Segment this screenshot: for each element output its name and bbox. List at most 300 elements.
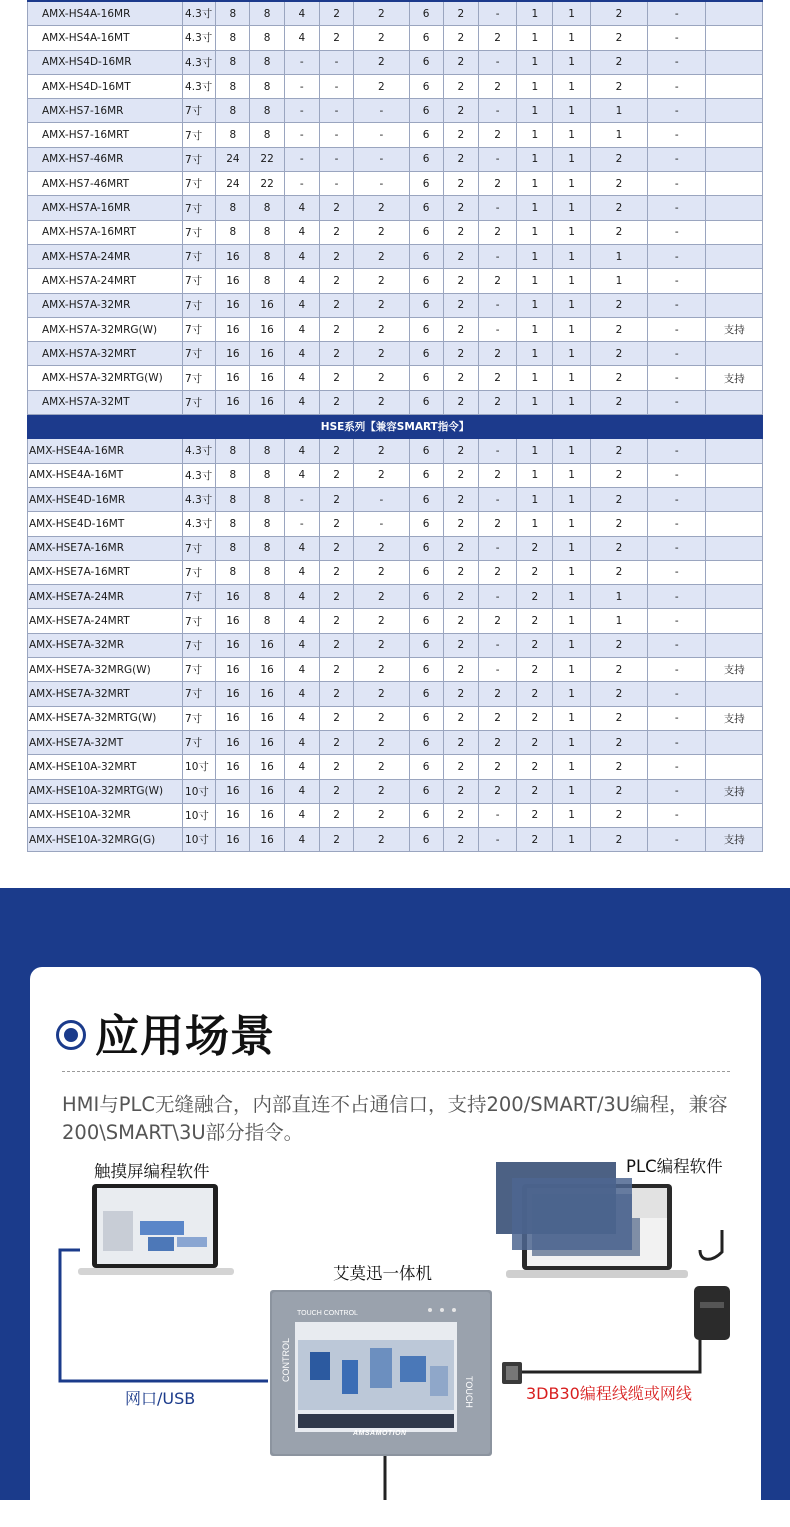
spec-cell: 2 xyxy=(354,74,409,98)
spec-cell: 7寸 xyxy=(183,123,216,147)
plc-cable-line xyxy=(520,1338,700,1372)
hmi-laptop-icon xyxy=(78,1183,234,1278)
spec-cell: 10寸 xyxy=(183,779,216,803)
spec-cell: 6 xyxy=(409,803,443,827)
spec-cell: 2 xyxy=(517,755,553,779)
model-cell: AMX-HS7-16MRT xyxy=(28,123,183,147)
spec-cell: 支持 xyxy=(706,828,763,852)
spec-cell: 16 xyxy=(250,293,284,317)
spec-cell: - xyxy=(648,585,706,609)
spec-cell: 2 xyxy=(517,706,553,730)
spec-cell: 2 xyxy=(590,706,647,730)
spec-cell: 16 xyxy=(216,803,250,827)
spec-cell: 6 xyxy=(409,1,443,26)
spec-cell: 2 xyxy=(478,123,516,147)
spec-cell: 8 xyxy=(216,50,250,74)
spec-cell: 1 xyxy=(553,512,590,536)
spec-cell: 4 xyxy=(284,390,319,414)
spec-cell: 6 xyxy=(409,439,443,463)
spec-cell: 2 xyxy=(443,658,478,682)
spec-cell: 2 xyxy=(319,220,353,244)
spec-cell: 2 xyxy=(517,560,553,584)
spec-cell: 2 xyxy=(443,439,478,463)
spec-cell: 1 xyxy=(553,172,590,196)
plc-cable-top xyxy=(700,1230,722,1259)
spec-cell: 6 xyxy=(409,682,443,706)
spec-cell: 7寸 xyxy=(183,609,216,633)
spec-cell: 2 xyxy=(590,50,647,74)
spec-cell: 2 xyxy=(590,74,647,98)
spec-cell: 2 xyxy=(354,244,409,268)
spec-cell: - xyxy=(648,682,706,706)
spec-cell: 2 xyxy=(443,609,478,633)
spec-cell: - xyxy=(648,26,706,50)
spec-cell: 7寸 xyxy=(183,390,216,414)
model-cell: AMX-HSE7A-32MT xyxy=(28,730,183,754)
spec-cell: - xyxy=(648,293,706,317)
spec-cell: - xyxy=(284,172,319,196)
spec-cell: 2 xyxy=(517,536,553,560)
spec-cell: 4 xyxy=(284,439,319,463)
spec-cell: 2 xyxy=(319,196,353,220)
spec-cell: 4.3寸 xyxy=(183,487,216,511)
spec-cell: 2 xyxy=(517,779,553,803)
spec-cell: 6 xyxy=(409,633,443,657)
spec-cell: - xyxy=(354,487,409,511)
spec-cell: 16 xyxy=(250,730,284,754)
hmi-software-label: 触摸屏编程软件 xyxy=(94,1162,210,1181)
spec-cell: 8 xyxy=(216,560,250,584)
spec-cell: 16 xyxy=(216,730,250,754)
hse-section-title: HSE系列【兼容SMART指令】 xyxy=(28,415,763,439)
db-connector-icon xyxy=(500,1360,524,1386)
spec-cell: 10寸 xyxy=(183,828,216,852)
spec-cell: 10寸 xyxy=(183,803,216,827)
cable-label: 3DB30编程线缆或网线 xyxy=(526,1384,692,1403)
spec-cell: 2 xyxy=(319,730,353,754)
spec-cell: 1 xyxy=(553,463,590,487)
spec-cell: 7寸 xyxy=(183,536,216,560)
spec-cell: 2 xyxy=(319,536,353,560)
spec-cell: 16 xyxy=(216,244,250,268)
spec-cell: 2 xyxy=(517,658,553,682)
spec-cell: 6 xyxy=(409,196,443,220)
spec-cell: 2 xyxy=(590,293,647,317)
spec-cell: 4 xyxy=(284,366,319,390)
spec-cell: 1 xyxy=(553,633,590,657)
spec-cell: 2 xyxy=(319,463,353,487)
spec-cell: - xyxy=(478,633,516,657)
spec-cell: - xyxy=(319,123,353,147)
spec-cell: 8 xyxy=(216,99,250,123)
spec-cell: 2 xyxy=(354,439,409,463)
spec-cell: 8 xyxy=(250,220,284,244)
spec-cell: - xyxy=(319,172,353,196)
spec-cell: 1 xyxy=(553,390,590,414)
model-cell: AMX-HS7-16MR xyxy=(28,99,183,123)
spec-cell: 7寸 xyxy=(183,244,216,268)
device-brand: AMSAMOTION xyxy=(353,1430,407,1437)
spec-cell: 1 xyxy=(553,439,590,463)
spec-cell: 8 xyxy=(250,560,284,584)
spec-cell: 16 xyxy=(216,658,250,682)
spec-cell: - xyxy=(648,609,706,633)
spec-cell: 16 xyxy=(250,390,284,414)
spec-cell: 4 xyxy=(284,633,319,657)
spec-cell: - xyxy=(648,658,706,682)
spec-cell: - xyxy=(478,658,516,682)
spec-cell: - xyxy=(284,74,319,98)
spec-cell: 1 xyxy=(517,244,553,268)
spec-cell: - xyxy=(648,244,706,268)
spec-cell: 2 xyxy=(443,463,478,487)
spec-cell: - xyxy=(648,560,706,584)
spec-cell: 1 xyxy=(517,366,553,390)
scene-title: 应用场景 xyxy=(95,1011,275,1062)
spec-cell: 2 xyxy=(354,196,409,220)
spec-cell: 2 xyxy=(590,172,647,196)
spec-cell: 6 xyxy=(409,536,443,560)
spec-cell: 2 xyxy=(478,172,516,196)
model-cell: AMX-HSE10A-32MRG(G) xyxy=(28,828,183,852)
spec-cell: - xyxy=(648,1,706,26)
spec-cell: 4 xyxy=(284,609,319,633)
model-cell: AMX-HSE7A-16MRT xyxy=(28,560,183,584)
spec-cell: 2 xyxy=(443,755,478,779)
spec-cell: 7寸 xyxy=(183,172,216,196)
spec-cell: 1 xyxy=(517,220,553,244)
spec-cell: 2 xyxy=(443,269,478,293)
spec-cell: 2 xyxy=(443,196,478,220)
model-cell: AMX-HSE7A-32MRTG(W) xyxy=(28,706,183,730)
spec-cell: 2 xyxy=(443,487,478,511)
spec-cell: 2 xyxy=(478,609,516,633)
spec-cell: 8 xyxy=(250,536,284,560)
spec-cell: - xyxy=(354,172,409,196)
spec-cell: 2 xyxy=(478,682,516,706)
spec-cell: 8 xyxy=(216,123,250,147)
spec-cell: 2 xyxy=(443,220,478,244)
model-cell: AMX-HSE4A-16MR xyxy=(28,439,183,463)
spec-cell: 1 xyxy=(517,196,553,220)
spec-cell: 2 xyxy=(319,390,353,414)
spec-cell: 6 xyxy=(409,123,443,147)
spec-cell: - xyxy=(478,585,516,609)
spec-cell: 16 xyxy=(216,828,250,852)
spec-cell: 1 xyxy=(517,463,553,487)
spec-cell: 16 xyxy=(250,803,284,827)
model-cell: AMX-HS4A-16MT xyxy=(28,26,183,50)
spec-cell: 1 xyxy=(517,342,553,366)
spec-cell: 8 xyxy=(250,26,284,50)
spec-cell: 4 xyxy=(284,706,319,730)
model-cell: AMX-HS7A-32MRG(W) xyxy=(28,317,183,341)
spec-cell: 1 xyxy=(553,317,590,341)
spec-cell: 8 xyxy=(250,196,284,220)
plc-adapter-icon xyxy=(690,1284,734,1344)
spec-cell: 4 xyxy=(284,536,319,560)
spec-cell: 16 xyxy=(216,755,250,779)
spec-cell: 6 xyxy=(409,220,443,244)
spec-cell: 8 xyxy=(250,512,284,536)
spec-cell: 2 xyxy=(354,803,409,827)
spec-cell: 2 xyxy=(590,779,647,803)
spec-cell: 2 xyxy=(590,560,647,584)
spec-cell: 8 xyxy=(216,512,250,536)
spec-cell: 2 xyxy=(590,803,647,827)
spec-cell: 2 xyxy=(443,706,478,730)
spec-cell: 8 xyxy=(216,196,250,220)
spec-cell: - xyxy=(478,50,516,74)
spec-cell: 2 xyxy=(319,560,353,584)
spec-cell: 2 xyxy=(478,390,516,414)
spec-cell: 8 xyxy=(216,487,250,511)
spec-cell: 2 xyxy=(478,779,516,803)
spec-cell: 1 xyxy=(517,512,553,536)
spec-cell: 2 xyxy=(443,342,478,366)
spec-cell: - xyxy=(648,706,706,730)
spec-cell: 4 xyxy=(284,317,319,341)
spec-cell: 2 xyxy=(354,779,409,803)
spec-cell: 4 xyxy=(284,803,319,827)
spec-cell: 16 xyxy=(216,706,250,730)
spec-cell: 2 xyxy=(319,317,353,341)
spec-cell: 8 xyxy=(216,74,250,98)
spec-cell: 6 xyxy=(409,487,443,511)
model-cell: AMX-HSE7A-24MR xyxy=(28,585,183,609)
spec-cell: - xyxy=(648,172,706,196)
spec-cell: 2 xyxy=(590,220,647,244)
spec-cell: 16 xyxy=(216,609,250,633)
spec-cell: 2 xyxy=(590,390,647,414)
spec-cell: 8 xyxy=(250,487,284,511)
spec-cell: 6 xyxy=(409,99,443,123)
spec-cell: 6 xyxy=(409,463,443,487)
spec-cell: 4.3寸 xyxy=(183,50,216,74)
spec-cell: 2 xyxy=(590,487,647,511)
spec-cell: 2 xyxy=(478,730,516,754)
spec-cell: 6 xyxy=(409,779,443,803)
spec-cell: 8 xyxy=(250,1,284,26)
spec-cell: 2 xyxy=(590,536,647,560)
spec-cell: 6 xyxy=(409,26,443,50)
spec-cell: 2 xyxy=(354,342,409,366)
spec-cell: 1 xyxy=(553,26,590,50)
spec-cell: - xyxy=(648,463,706,487)
spec-cell: 1 xyxy=(553,1,590,26)
spec-cell: 2 xyxy=(354,536,409,560)
spec-cell: 4.3寸 xyxy=(183,512,216,536)
spec-cell: 支持 xyxy=(706,366,763,390)
spec-cell: 6 xyxy=(409,828,443,852)
spec-cell: - xyxy=(648,390,706,414)
spec-cell: 7寸 xyxy=(183,658,216,682)
spec-cell: 8 xyxy=(250,269,284,293)
spec-cell: 2 xyxy=(478,342,516,366)
spec-cell: 4.3寸 xyxy=(183,1,216,26)
model-cell: AMX-HS7A-32MRT xyxy=(28,342,183,366)
spec-cell: - xyxy=(478,99,516,123)
spec-cell: - xyxy=(478,536,516,560)
spec-cell: 1 xyxy=(517,172,553,196)
spec-cell: - xyxy=(319,74,353,98)
spec-cell: 16 xyxy=(216,779,250,803)
spec-cell: 2 xyxy=(354,828,409,852)
spec-cell: 2 xyxy=(590,147,647,171)
spec-cell: 16 xyxy=(250,755,284,779)
spec-cell: 1 xyxy=(553,730,590,754)
model-cell: AMX-HS4D-16MR xyxy=(28,50,183,74)
model-cell: AMX-HSE10A-32MRTG(W) xyxy=(28,779,183,803)
spec-cell: 8 xyxy=(216,220,250,244)
spec-cell: 1 xyxy=(553,244,590,268)
spec-cell: 6 xyxy=(409,147,443,171)
spec-cell: 4 xyxy=(284,585,319,609)
spec-cell: 2 xyxy=(590,633,647,657)
spec-cell: - xyxy=(354,147,409,171)
spec-cell: 2 xyxy=(319,1,353,26)
spec-cell: 7寸 xyxy=(183,342,216,366)
spec-cell: 10寸 xyxy=(183,755,216,779)
spec-cell: 2 xyxy=(354,730,409,754)
spec-cell: 4 xyxy=(284,828,319,852)
spec-cell: 1 xyxy=(553,560,590,584)
spec-cell: 1 xyxy=(517,147,553,171)
spec-cell: 1 xyxy=(553,536,590,560)
spec-cell: 6 xyxy=(409,317,443,341)
spec-cell: 1 xyxy=(590,99,647,123)
spec-cell: 2 xyxy=(354,269,409,293)
spec-cell: 2 xyxy=(443,682,478,706)
spec-cell: 1 xyxy=(553,99,590,123)
spec-cell: 8 xyxy=(250,50,284,74)
spec-cell: - xyxy=(648,147,706,171)
spec-cell: 1 xyxy=(517,74,553,98)
spec-cell: 16 xyxy=(250,828,284,852)
spec-cell: 16 xyxy=(216,293,250,317)
spec-cell: 16 xyxy=(250,317,284,341)
spec-cell: - xyxy=(284,512,319,536)
spec-cell: 7寸 xyxy=(183,220,216,244)
spec-cell: 2 xyxy=(354,658,409,682)
spec-cell: 2 xyxy=(443,633,478,657)
spec-cell: - xyxy=(478,487,516,511)
spec-cell: 2 xyxy=(478,26,516,50)
spec-cell: - xyxy=(648,803,706,827)
spec-cell: 支持 xyxy=(706,706,763,730)
spec-cell: 2 xyxy=(443,26,478,50)
spec-cell: 7寸 xyxy=(183,633,216,657)
spec-cell: 4 xyxy=(284,269,319,293)
device-top-text: TOUCH CONTROL xyxy=(297,1310,358,1317)
model-cell: AMX-HSE4D-16MT xyxy=(28,512,183,536)
spec-cell: 16 xyxy=(216,633,250,657)
spec-cell: 2 xyxy=(319,682,353,706)
spec-cell: 1 xyxy=(517,390,553,414)
spec-cell: 2 xyxy=(590,730,647,754)
spec-cell: 2 xyxy=(443,1,478,26)
spec-cell: 1 xyxy=(517,26,553,50)
spec-cell: 6 xyxy=(409,293,443,317)
spec-cell: 6 xyxy=(409,244,443,268)
device-right-text: TOUCH xyxy=(464,1376,474,1408)
spec-cell: 2 xyxy=(354,1,409,26)
model-cell: AMX-HS7A-32MT xyxy=(28,390,183,414)
spec-cell: 24 xyxy=(216,172,250,196)
spec-cell: 支持 xyxy=(706,658,763,682)
spec-cell: 7寸 xyxy=(183,196,216,220)
spec-cell: 8 xyxy=(216,1,250,26)
spec-cell: - xyxy=(648,366,706,390)
spec-cell: 6 xyxy=(409,755,443,779)
spec-cell: 4 xyxy=(284,755,319,779)
spec-cell: 1 xyxy=(553,609,590,633)
spec-cell: 1 xyxy=(553,682,590,706)
spec-cell: 2 xyxy=(354,50,409,74)
spec-cell: - xyxy=(284,123,319,147)
spec-cell: 支持 xyxy=(706,779,763,803)
spec-cell: - xyxy=(648,123,706,147)
model-cell: AMX-HSE4A-16MT xyxy=(28,463,183,487)
spec-cell: 16 xyxy=(216,366,250,390)
spec-cell: 2 xyxy=(319,803,353,827)
spec-cell: 2 xyxy=(443,366,478,390)
spec-cell: - xyxy=(319,99,353,123)
spec-cell: 2 xyxy=(319,658,353,682)
spec-cell: 2 xyxy=(443,512,478,536)
spec-cell: 2 xyxy=(478,463,516,487)
spec-cell: 8 xyxy=(216,439,250,463)
spec-cell: 4.3寸 xyxy=(183,439,216,463)
spec-cell: 2 xyxy=(517,585,553,609)
device-label: 艾莫迅一体机 xyxy=(333,1264,432,1283)
spec-cell: 1 xyxy=(517,1,553,26)
spec-cell: 8 xyxy=(216,536,250,560)
spec-cell: 1 xyxy=(553,147,590,171)
spec-cell: 2 xyxy=(443,172,478,196)
spec-cell: 2 xyxy=(590,342,647,366)
spec-cell: 1 xyxy=(590,585,647,609)
spec-cell: 2 xyxy=(590,755,647,779)
model-cell: AMX-HS7A-32MRTG(W) xyxy=(28,366,183,390)
spec-cell: 2 xyxy=(443,147,478,171)
spec-cell: 1 xyxy=(553,779,590,803)
spec-cell: 1 xyxy=(553,123,590,147)
spec-cell: 2 xyxy=(590,828,647,852)
model-cell: AMX-HS7A-32MR xyxy=(28,293,183,317)
model-cell: AMX-HS7A-16MR xyxy=(28,196,183,220)
spec-cell: 16 xyxy=(250,366,284,390)
spec-cell: 22 xyxy=(250,172,284,196)
spec-cell: 8 xyxy=(250,463,284,487)
spec-cell: 8 xyxy=(250,99,284,123)
spec-cell: - xyxy=(648,536,706,560)
spec-cell: - xyxy=(648,828,706,852)
model-cell: AMX-HS7A-24MRT xyxy=(28,269,183,293)
spec-cell: 2 xyxy=(354,366,409,390)
spec-cell: - xyxy=(284,99,319,123)
spec-cell: 8 xyxy=(250,123,284,147)
spec-cell: 2 xyxy=(590,366,647,390)
spec-cell: 6 xyxy=(409,390,443,414)
spec-cell: 16 xyxy=(250,682,284,706)
spec-cell: 2 xyxy=(590,512,647,536)
spec-cell: 2 xyxy=(354,560,409,584)
spec-cell: - xyxy=(648,633,706,657)
spec-cell: 2 xyxy=(354,585,409,609)
spec-cell: 2 xyxy=(354,293,409,317)
spec-cell: - xyxy=(648,779,706,803)
